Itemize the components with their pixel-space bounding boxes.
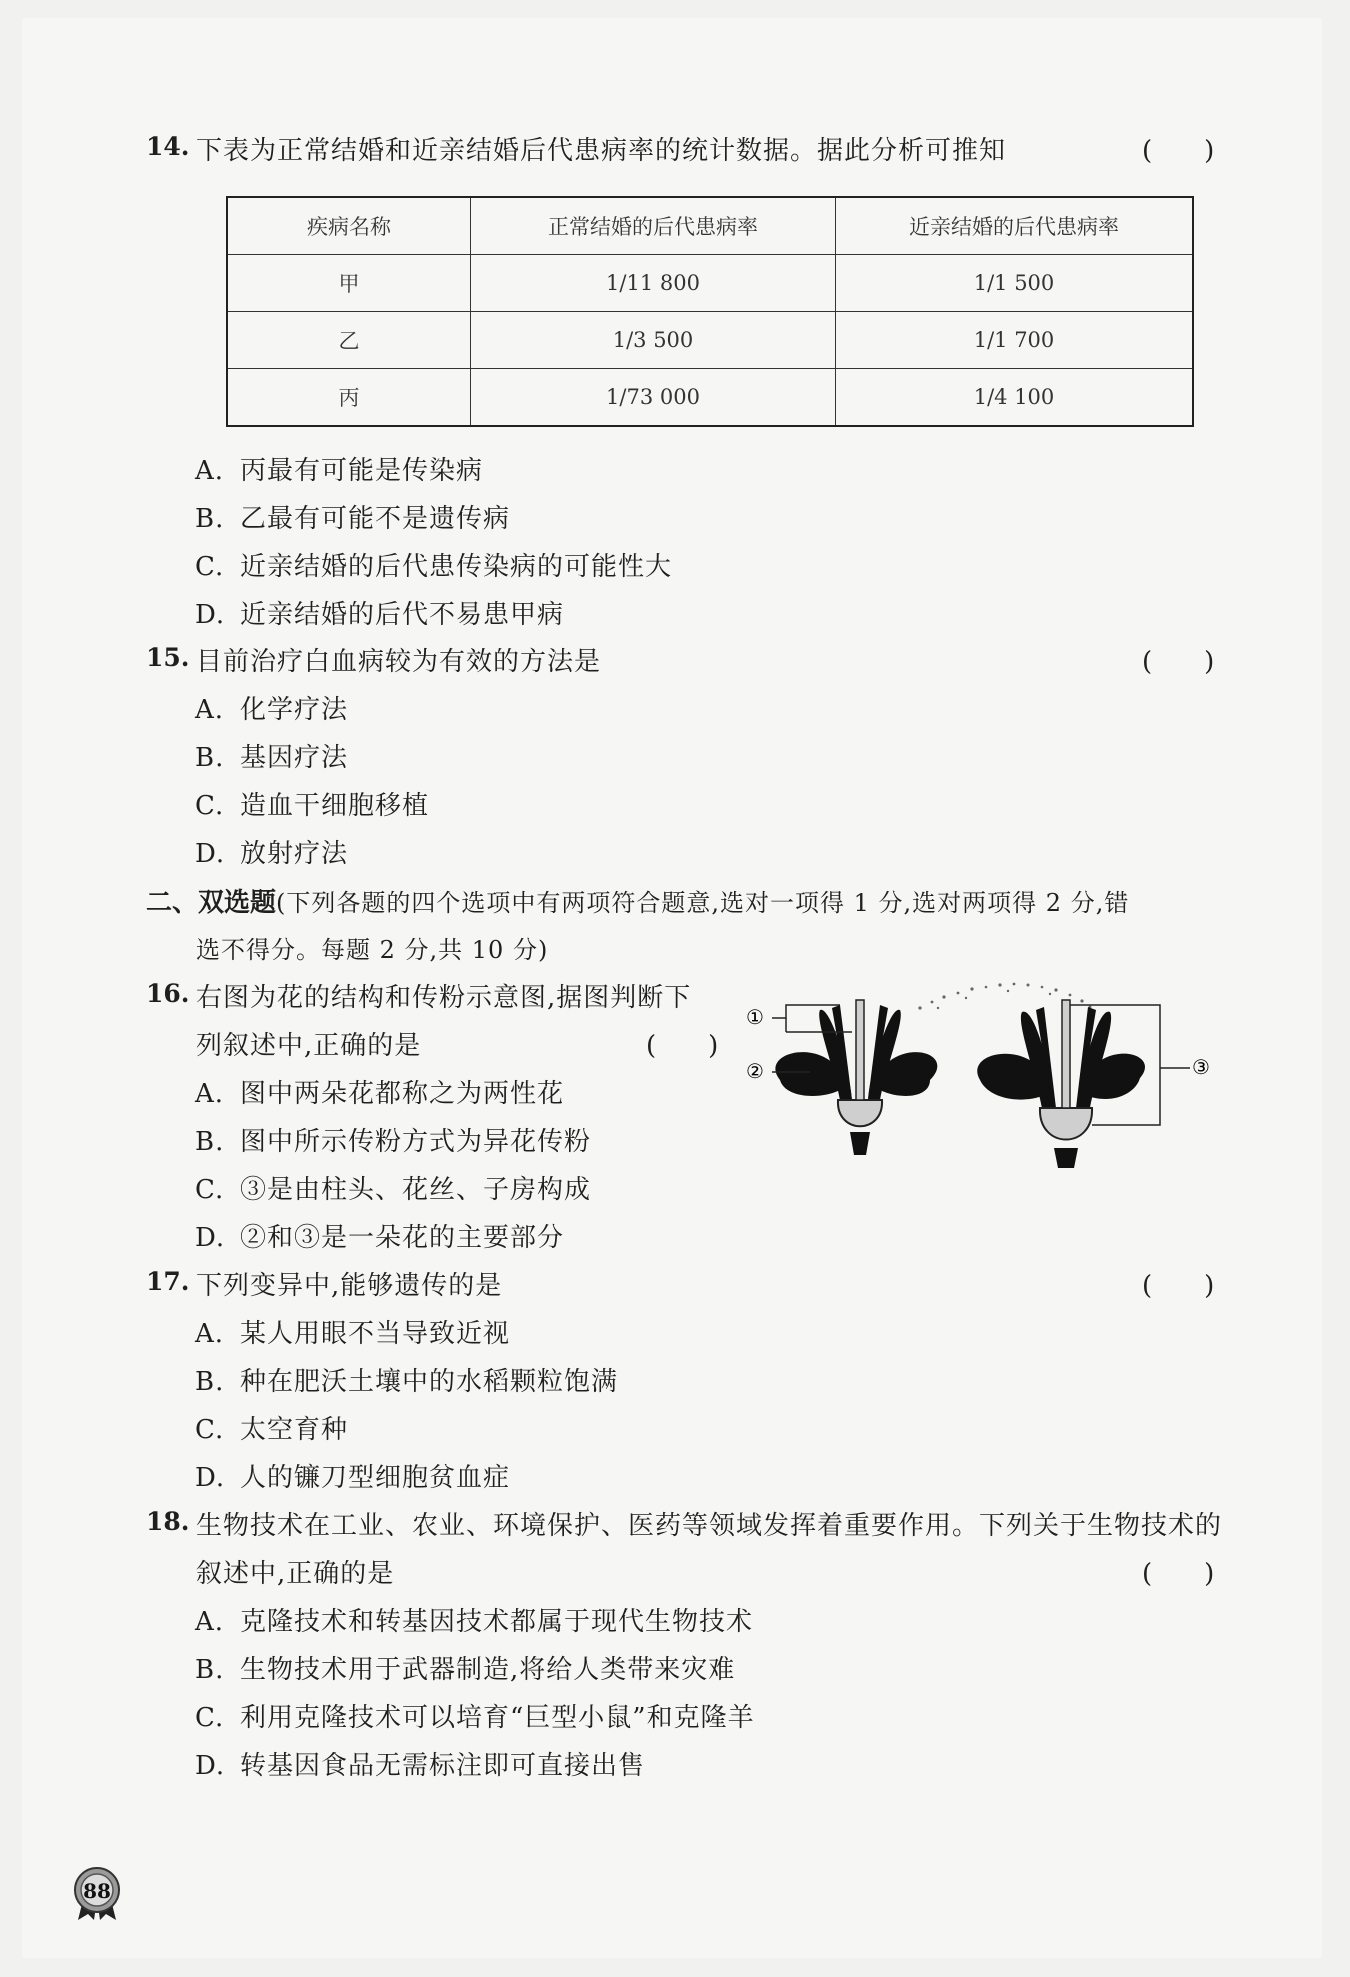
q18-option-b[interactable] xyxy=(195,1649,735,1686)
table-header-row xyxy=(227,197,1193,255)
q18-option-c[interactable] xyxy=(195,1697,755,1734)
section-heading xyxy=(146,882,1129,919)
table-row xyxy=(227,312,1193,369)
table-cell: 1/73 000 xyxy=(471,369,836,427)
option-text: 人的镰刀型细胞贫血症 xyxy=(240,1463,511,1493)
option-text: 种在肥沃土壤中的水稻颗粒饱满 xyxy=(240,1367,619,1397)
option-text: 克隆技术和转基因技术都属于现代生物技术 xyxy=(240,1607,754,1637)
option-letter: C. xyxy=(195,1175,225,1205)
option-letter: B. xyxy=(195,1367,225,1397)
q14-option-c[interactable] xyxy=(195,546,672,583)
q16-option-c[interactable] xyxy=(195,1169,591,1206)
section-note-continued: 选不得分。每题 2 分,共 10 分) xyxy=(196,936,549,964)
q15-option-a[interactable] xyxy=(195,689,348,726)
right-flower xyxy=(977,1000,1145,1168)
section-note: (下列各题的四个选项中有两项符合题意,选对一项得 1 分,选对两项得 2 分,错 xyxy=(276,889,1130,917)
table-cell: 1/3 500 xyxy=(471,312,836,369)
page-number: 88 xyxy=(83,1879,111,1903)
table-cell: 丙 xyxy=(227,369,471,427)
option-text: 生物技术用于武器制造,将给人类带来灾难 xyxy=(240,1655,736,1685)
option-letter: C. xyxy=(195,1415,225,1445)
q16-stem-line1: 右图为花的结构和传粉示意图,据图判断下 xyxy=(196,983,692,1013)
q18-option-a[interactable] xyxy=(195,1601,753,1638)
table-row xyxy=(227,255,1193,312)
q17-option-a[interactable] xyxy=(195,1313,510,1350)
option-letter: C. xyxy=(195,1703,225,1733)
q14-option-a[interactable] xyxy=(195,450,483,487)
option-text: ②和③是一朵花的主要部分 xyxy=(240,1223,565,1253)
option-letter: A. xyxy=(195,695,225,725)
q15-answer-blank[interactable]: ( ) xyxy=(1142,647,1215,677)
q18-answer-blank[interactable]: ( ) xyxy=(1142,1559,1215,1589)
q15-option-d[interactable] xyxy=(195,833,348,870)
option-text: 图中所示传粉方式为异花传粉 xyxy=(240,1127,592,1157)
option-letter: D. xyxy=(195,600,226,630)
table-cell: 1/1 500 xyxy=(836,255,1194,312)
q17-option-c[interactable] xyxy=(195,1409,348,1446)
q16-stem-line2: 列叙述中,正确的是 xyxy=(196,1031,422,1061)
option-text: 转基因食品无需标注即可直接出售 xyxy=(240,1751,646,1781)
figure-label-1: ① xyxy=(746,1005,764,1029)
q16-answer-blank[interactable]: ( ) xyxy=(646,1031,719,1061)
option-text: 化学疗法 xyxy=(240,695,349,725)
q14-option-b[interactable] xyxy=(195,498,510,535)
option-letter: D. xyxy=(195,1751,226,1781)
option-letter: D. xyxy=(195,1223,226,1253)
q17-answer-blank[interactable]: ( ) xyxy=(1142,1271,1215,1301)
table-header: 疾病名称 xyxy=(227,197,471,255)
left-flower xyxy=(775,1000,937,1155)
option-letter: B. xyxy=(195,1655,225,1685)
option-text: 丙最有可能是传染病 xyxy=(240,456,484,486)
option-text: 近亲结婚的后代不易患甲病 xyxy=(240,600,565,630)
q14-option-d[interactable] xyxy=(195,594,564,631)
option-text: 造血干细胞移植 xyxy=(240,791,430,821)
option-text: 乙最有可能不是遗传病 xyxy=(240,504,511,534)
q14-number: 14. xyxy=(146,132,190,161)
option-letter: A. xyxy=(195,1319,225,1349)
q14-answer-blank[interactable]: ( ) xyxy=(1142,136,1215,166)
q17-option-b[interactable] xyxy=(195,1361,618,1398)
table-header: 正常结婚的后代患病率 xyxy=(471,197,836,255)
option-text: 利用克隆技术可以培育“巨型小鼠”和克隆羊 xyxy=(240,1703,755,1733)
q18-number: 18. xyxy=(146,1507,190,1536)
q18-stem-line1: 生物技术在工业、农业、环境保护、医药等领域发挥着重要作用。下列关于生物技术的 xyxy=(196,1511,1223,1541)
option-letter: A. xyxy=(195,1607,225,1637)
section-title: 二、双选题 xyxy=(146,888,277,918)
option-letter: C. xyxy=(195,791,225,821)
option-letter: D. xyxy=(195,839,226,869)
table-cell: 乙 xyxy=(227,312,471,369)
option-text: 太空育种 xyxy=(240,1415,349,1445)
q17-option-d[interactable] xyxy=(195,1457,510,1494)
option-text: 基因疗法 xyxy=(240,743,349,773)
q17-stem: 下列变异中,能够遗传的是 xyxy=(196,1271,503,1301)
q16-option-d[interactable] xyxy=(195,1217,564,1254)
q18-option-d[interactable] xyxy=(195,1745,645,1782)
option-text: 图中两朵花都称之为两性花 xyxy=(240,1079,565,1109)
q14-stem: 下表为正常结婚和近亲结婚后代患病率的统计数据。据此分析可推知 xyxy=(196,136,1007,166)
option-text: ③是由柱头、花丝、子房构成 xyxy=(240,1175,592,1205)
figure-label-2: ② xyxy=(746,1059,764,1083)
flower-pollination-figure xyxy=(740,960,1220,1180)
option-letter: A. xyxy=(195,456,225,486)
figure-label-3: ③ xyxy=(1192,1055,1210,1079)
q16-number: 16. xyxy=(146,979,190,1008)
table-cell: 1/11 800 xyxy=(471,255,836,312)
q18-stem-line2: 叙述中,正确的是 xyxy=(196,1559,395,1589)
q16-option-a[interactable] xyxy=(195,1073,564,1110)
option-letter: B. xyxy=(195,743,225,773)
option-letter: C. xyxy=(195,552,225,582)
disease-rate-table xyxy=(226,196,1194,427)
q15-option-b[interactable] xyxy=(195,737,348,774)
q17-number: 17. xyxy=(146,1267,190,1296)
q15-stem: 目前治疗白血病较为有效的方法是 xyxy=(196,647,602,677)
option-text: 某人用眼不当导致近视 xyxy=(240,1319,511,1349)
table-cell: 甲 xyxy=(227,255,471,312)
q16-option-b[interactable] xyxy=(195,1121,591,1158)
option-letter: D. xyxy=(195,1463,226,1493)
option-letter: B. xyxy=(195,1127,225,1157)
table-row xyxy=(227,369,1193,427)
table-header: 近亲结婚的后代患病率 xyxy=(836,197,1194,255)
table-cell: 1/4 100 xyxy=(836,369,1194,427)
q15-number: 15. xyxy=(146,643,190,672)
option-text: 放射疗法 xyxy=(240,839,349,869)
table-cell: 1/1 700 xyxy=(836,312,1194,369)
option-letter: B. xyxy=(195,504,225,534)
option-letter: A. xyxy=(195,1079,225,1109)
q15-option-c[interactable] xyxy=(195,785,429,822)
option-text: 近亲结婚的后代患传染病的可能性大 xyxy=(240,552,673,582)
